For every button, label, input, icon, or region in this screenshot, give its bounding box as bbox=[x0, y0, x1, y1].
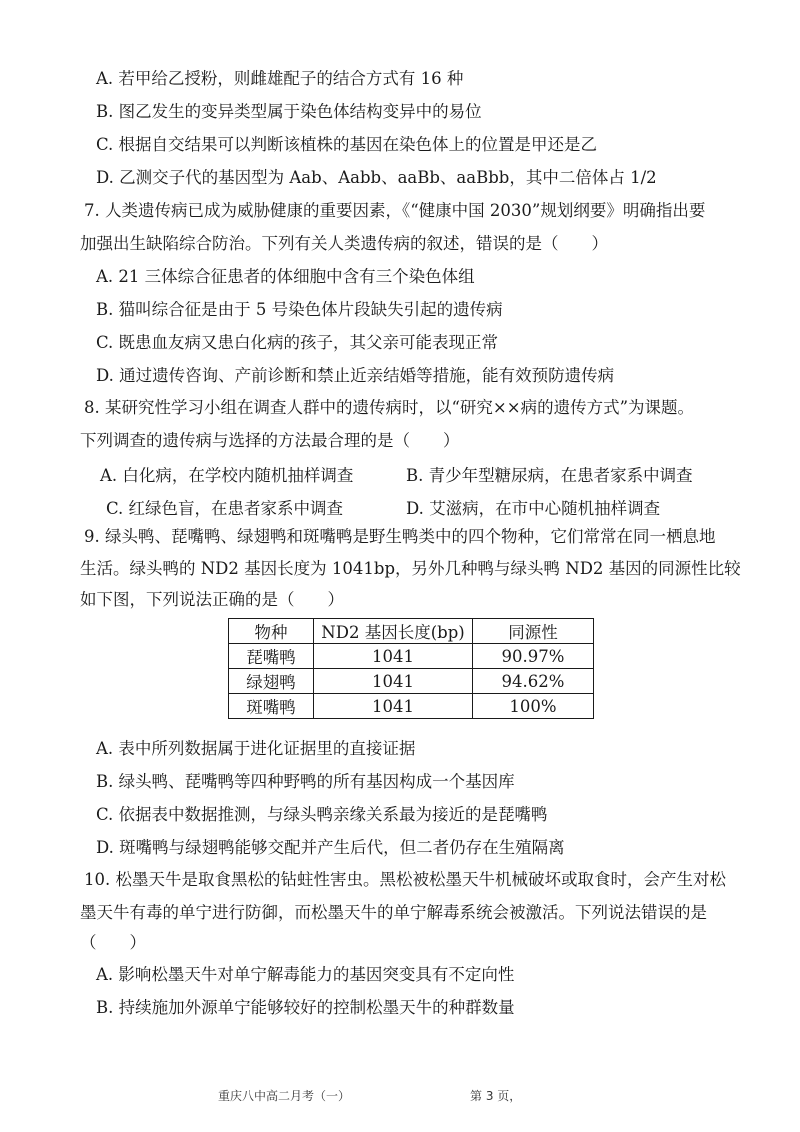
table-header-gene-length: ND2 基因长度(bp) bbox=[314, 619, 473, 644]
table-header-row bbox=[229, 619, 594, 644]
q7-stem-line-2: 加强出生缺陷综合防治。下列有关人类遗传病的叙述，错误的是（ ） bbox=[80, 234, 608, 253]
q9-option-b: B. 绿头鸭、琵嘴鸭等四种野鸭的所有基因构成一个基因库 bbox=[96, 772, 515, 791]
q9-option-a: A. 表中所列数据属于进化证据里的直接证据 bbox=[96, 739, 416, 758]
table-row bbox=[229, 694, 594, 719]
q6-option-d: D. 乙测交子代的基因型为 Aab、Aabb、aaBb、aaBbb，其中二倍体占 1/2 bbox=[96, 168, 657, 187]
q9-option-d: D. 斑嘴鸭与绿翅鸭能够交配并产生后代，但二者仍存在生殖隔离 bbox=[96, 838, 565, 857]
table-cell-length: 1041 bbox=[314, 694, 473, 719]
table-cell-species: 斑嘴鸭 bbox=[229, 694, 314, 719]
q8-option-b: B. 青少年型糖尿病，在患者家系中调查 bbox=[406, 466, 693, 485]
footer-page-number: 第 3 页， bbox=[470, 1089, 522, 1103]
q8-option-d: D. 艾滋病，在市中心随机抽样调查 bbox=[406, 499, 661, 518]
table-header-species: 物种 bbox=[229, 619, 314, 644]
q9-option-c: C. 依据表中数据推测，与绿头鸭亲缘关系最为接近的是琵嘴鸭 bbox=[96, 805, 548, 824]
q8-option-a: A. 白化病，在学校内随机抽样调查 bbox=[100, 466, 354, 485]
table-row bbox=[229, 644, 594, 669]
q10-stem-line-2: 墨天牛有毒的单宁进行防御，而松墨天牛的单宁解毒系统会被激活。下列说法错误的是 bbox=[80, 903, 707, 922]
table-header-homology: 同源性 bbox=[473, 619, 594, 644]
q6-option-a: A. 若甲给乙授粉，则雌雄配子的结合方式有 16 种 bbox=[96, 69, 464, 88]
table-cell-species: 绿翅鸭 bbox=[229, 669, 314, 694]
table-cell-length: 1041 bbox=[314, 644, 473, 669]
q10-stem-line-3: （ ） bbox=[80, 933, 146, 952]
nd2-homology-table bbox=[228, 618, 594, 719]
q8-option-c: C. 红绿色盲，在患者家系中调查 bbox=[106, 499, 344, 518]
q7-stem-line-1: 7. 人类遗传病已成为威胁健康的重要因素，《“健康中国 2030”规划纲要》明确指出要 bbox=[84, 201, 706, 220]
q6-option-c: C. 根据自交结果可以判断该植株的基因在染色体上的位置是甲还是乙 bbox=[96, 135, 598, 154]
table-cell-species: 琵嘴鸭 bbox=[229, 644, 314, 669]
q9-stem-line-3: 如下图，下列说法正确的是（ ） bbox=[80, 590, 344, 609]
footer-exam-title: 重庆八中高二月考（一） bbox=[218, 1089, 351, 1103]
q7-option-b: B. 猫叫综合征是由于 5 号染色体片段缺失引起的遗传病 bbox=[96, 300, 503, 319]
q9-stem-line-2: 生活。绿头鸭的 ND2 基因长度为 1041bp，另外几种鸭与绿头鸭 ND2 基因的同源性比较 bbox=[80, 559, 741, 578]
table-cell-length: 1041 bbox=[314, 669, 473, 694]
table-cell-homology: 94.62% bbox=[473, 669, 594, 694]
q8-stem-line-1: 8. 某研究性学习小组在调查人群中的遗传病时，以“研究××病的遗传方式”为课题。 bbox=[84, 398, 695, 417]
q10-stem-line-1: 10. 松墨天牛是取食黑松的钻蛀性害虫。黑松被松墨天牛机械破坏或取食时，会产生对松 bbox=[84, 870, 726, 889]
q7-option-a: A. 21 三体综合征患者的体细胞中含有三个染色体组 bbox=[96, 267, 475, 286]
table-row bbox=[229, 669, 594, 694]
table-cell-homology: 90.97% bbox=[473, 644, 594, 669]
table-cell-homology: 100% bbox=[473, 694, 594, 719]
q9-stem-line-1: 9. 绿头鸭、琵嘴鸭、绿翅鸭和斑嘴鸭是野生鸭类中的四个物种，它们常常在同一栖息地 bbox=[84, 527, 716, 546]
q7-option-d: D. 通过遗传咨询、产前诊断和禁止近亲结婚等措施，能有效预防遗传病 bbox=[96, 366, 615, 385]
q7-option-c: C. 既患血友病又患白化病的孩子，其父亲可能表现正常 bbox=[96, 333, 499, 352]
q8-stem-line-2: 下列调查的遗传病与选择的方法最合理的是（ ） bbox=[80, 431, 460, 450]
q10-option-b: B. 持续施加外源单宁能够较好的控制松墨天牛的种群数量 bbox=[96, 998, 515, 1017]
q6-option-b: B. 图乙发生的变异类型属于染色体结构变异中的易位 bbox=[96, 102, 482, 121]
q10-option-a: A. 影响松墨天牛对单宁解毒能力的基因突变具有不定向性 bbox=[96, 965, 515, 984]
